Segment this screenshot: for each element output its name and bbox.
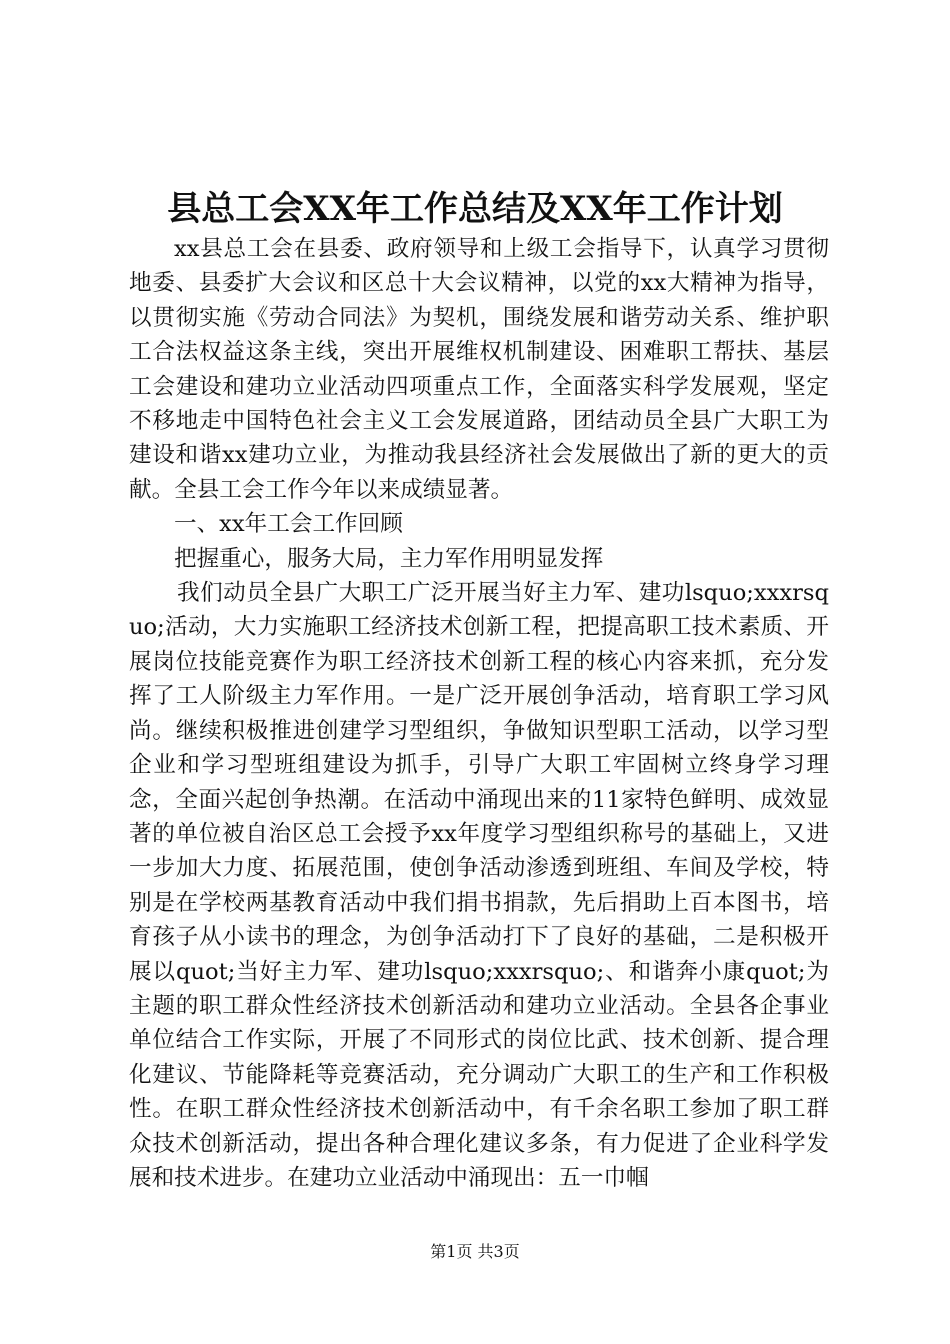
section-heading: 一、xx年工会工作回顾 — [174, 511, 403, 538]
paragraph-main: 我们动员全县广大职工广泛开展当好主力军、建功lsquo;xxxrsquo;活动，大力实施职工经济技术创新工程，把提高职工技术素质、开展岗位技能竞赛作为职工经济技术创新工程的核心内容来抓，充分发挥了工人阶级主力军作用。一是广泛开展创争活动，培育职工学习风尚。继续积极推进创建学习型组织，争做知识型职工活动，以学习型企业和学习型班组建设为抓手，引导广大职工牢固树立终身学习理念，全面兴起创争热潮。在活动中涌现出来的11家特色鲜明、成效显著的单位被自治区总工会授予xx年度学习型组织称号的基础上，又进一步加大力度、拓展范围，使创争活动渗透到班组、车间及学校，特别是在学校两基教育活动中我们捐书捐款，先后捐助上百本图书，培育孩子从小读书的理念，为创争活动打下了良好的基础，二是积极开展以quot;当好主力军、建功lsquo;xxxrsquo;、和谐奔小康quot;为主题的职工群众性经济技术创新活动和建功立业活动。全县各企事业单位结合工作实际，开展了不同形式的岗位比武、技术创新、提合理化建议、节能降耗等竞赛活动，充分调动广大职工的生产和工作积极性。在职工群众性经济技术创新活动中，有千余名职工参加了职工群众技术创新活动，提出各种合理化建议多条，有力促进了企业科学发展和技术进步。在建功立业活动中涌现出：五一巾帼 — [129, 580, 829, 1191]
document-body — [129, 232, 829, 1195]
subsection-heading: 把握重心，服务大局，主力军作用明显发挥 — [174, 545, 604, 572]
paragraph-intro: xx县总工会在县委、政府领导和上级工会指导下，认真学习贯彻地委、县委扩大会议和区总十大会议精神，以党的xx大精神为指导，以贯彻实施《劳动合同法》为契机，围绕发展和谐劳动关系、维护职工合法权益这条主线，突出开展维权机制建设、困难职工帮扶、基层工会建设和建功立业活动四项重点工作，全面落实科学发展观，坚定不移地走中国特色社会主义工会发展道路，团结动员全县广大职工为建设和谐xx建功立业，为推动我县经济社会发展做出了新的更大的贡献。全县工会工作今年以来成绩显著。 — [129, 236, 829, 503]
document-title: 县总工会XX年工作总结及XX年工作计划 — [167, 189, 783, 229]
page-footer: 第1页 共3页 — [430, 1242, 520, 1261]
